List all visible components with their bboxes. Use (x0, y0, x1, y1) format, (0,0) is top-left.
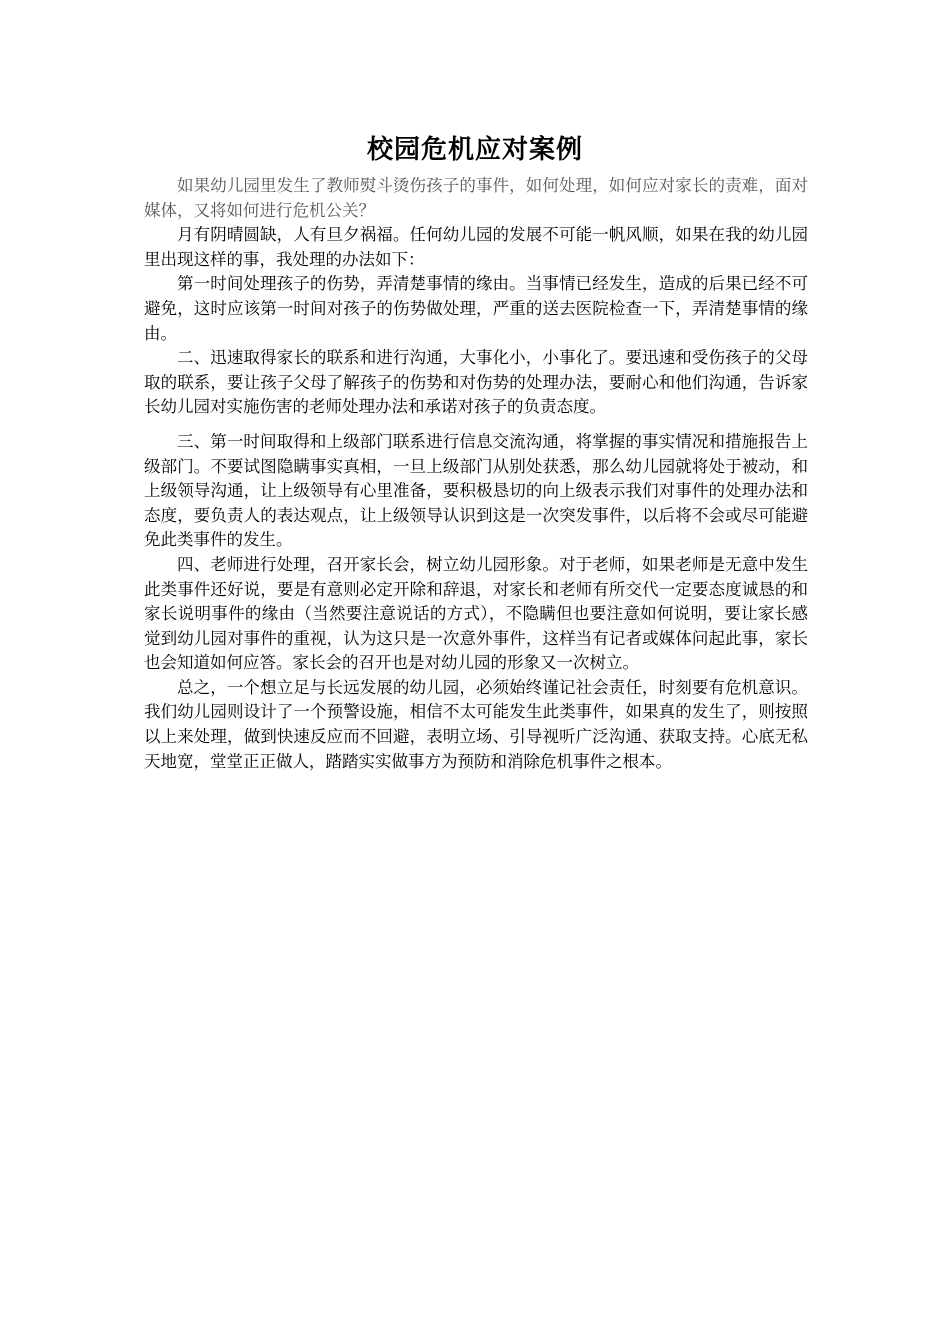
paragraph-intro: 月有阴晴圆缺，人有旦夕祸福。任何幼儿园的发展不可能一帆风顺，如果在我的幼儿园里出现这样的事，我处理的办法如下： (144, 225, 808, 269)
document-body (144, 174, 808, 774)
paragraph-step-2: 二、迅速取得家长的联系和进行沟通，大事化小，小事化了。要迅速和受伤孩子的父母取的联系，要让孩子父母了解孩子的伤势和对伤势的处理办法，要耐心和他们沟通，告诉家长幼儿园对实施伤害的老师处理办法和承诺对孩子的负责态度。 (144, 348, 808, 417)
paragraph-step-1: 第一时间处理孩子的伤势，弄清楚事情的缘由。当事情已经发生，造成的后果已经不可避免，这时应该第一时间对孩子的伤势做处理，严重的送去医院检查一下，弄清楚事情的缘由。 (144, 274, 808, 343)
paragraph-conclusion: 总之，一个想立足与长远发展的幼儿园，必须始终谨记社会责任，时刻要有危机意识。我们幼儿园则设计了一个预警设施，相信不太可能发生此类事件，如果真的发生了，则按照以上来处理，做到快速反应而不回避，表明立场、引导视听广泛沟通、获取支持。心底无私天地宽，堂堂正正做人，踏踏实实做事方为预防和消除危机事件之根本。 (144, 677, 808, 771)
paragraph-step-4: 四、老师进行处理，召开家长会，树立幼儿园形象。对于老师，如果老师是无意中发生此类事件还好说，要是有意则必定开除和辞退，对家长和老师有所交代一定要态度诚恳的和家长说明事件的缘由（当然要注意说话的方式），不隐瞒但也要注意如何说明，要让家长感觉到幼儿园对事件的重视，认为这只是一次意外事件，这样当有记者或媒体问起此事，家长也会知道如何应答。家长会的召开也是对幼儿园的形象又一次树立。 (144, 554, 808, 673)
document-title: 校园危机应对案例 (366, 135, 583, 165)
paragraph-step-3: 三、第一时间取得和上级部门联系进行信息交流沟通，将掌握的事实情况和措施报告上级部门。不要试图隐瞒事实真相，一旦上级部门从别处获悉，那么幼儿园就将处于被动，和上级领导沟通，让上级领导有心里准备，要积极恳切的向上级表示我们对事件的处理办法和态度，要负责人的表达观点，让上级领导认识到这是一次突发事件，以后将不会或尽可能避免此类事件的发生。 (144, 431, 808, 550)
paragraph-question: 如果幼儿园里发生了教师熨斗烫伤孩子的事件，如何处理，如何应对家长的责难，面对媒体，又将如何进行危机公关？ (144, 176, 808, 220)
